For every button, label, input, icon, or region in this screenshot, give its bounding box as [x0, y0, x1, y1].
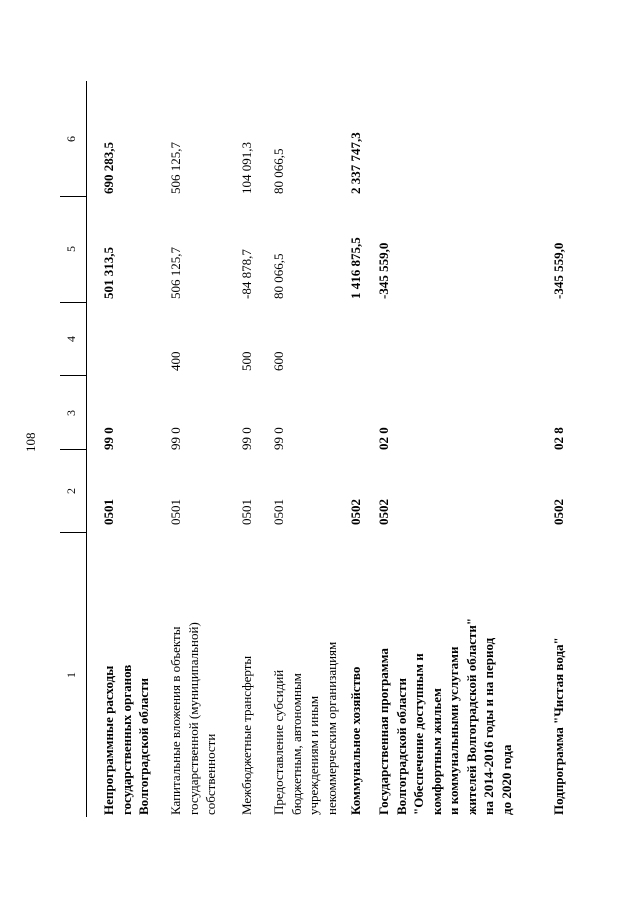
column-divider: [60, 196, 86, 197]
row-value-6: 80 066,5: [271, 148, 286, 194]
row-value-5: -345 559,0: [551, 242, 566, 299]
row-code-2: 0502: [376, 499, 391, 525]
row-code-2: 0502: [551, 499, 566, 525]
column-divider: [60, 375, 86, 376]
row-name: Коммунальное хозяйство: [348, 666, 363, 815]
row-value-5: 80 066,5: [271, 253, 286, 299]
column-header-5: 5: [64, 246, 78, 252]
row-code-3: 99 0: [239, 427, 254, 450]
row-code-4: 400: [168, 351, 183, 371]
row-code-2: 0501: [239, 499, 254, 525]
column-header-2: 2: [64, 488, 78, 494]
row-name: Подпрограмма "Чистая вода": [551, 637, 566, 815]
header-bottom-line: [86, 81, 87, 817]
column-divider: [60, 449, 86, 450]
row-code-2: 0501: [101, 499, 116, 525]
column-header-1: 1: [64, 672, 78, 678]
row-name: Межбюджетные трансферты: [239, 655, 254, 815]
row-code-3: 02 0: [376, 427, 391, 450]
column-header-3: 3: [64, 410, 78, 416]
row-code-2: 0502: [348, 499, 363, 525]
column-divider: [60, 532, 86, 533]
row-code-4: 500: [239, 351, 254, 371]
row-name: Предоставление субсидий бюджетным, автономным учреждениям и иным некоммерческим организациям: [271, 641, 339, 815]
row-code-3: 02 8: [551, 427, 566, 450]
row-value-5: 1 416 875,5: [348, 237, 363, 299]
row-name: Капитальные вложения в объекты государственной (муниципальной) собственности: [168, 622, 218, 815]
row-value-5: 506 125,7: [168, 247, 183, 299]
row-value-6: 506 125,7: [168, 142, 183, 194]
row-name: Непрограммные расходы государственных органов Волгоградской области: [101, 664, 151, 815]
row-value-6: 104 091,3: [239, 142, 254, 194]
row-code-2: 0501: [168, 499, 183, 525]
page-number: 108: [23, 432, 38, 452]
row-code-3: 99 0: [101, 427, 116, 450]
row-code-4: 600: [271, 351, 286, 371]
column-header-4: 4: [64, 336, 78, 342]
row-name: Государственная программа Волгоградской области "Обеспечение доступным и комфортным жильем и коммунальными услугами жителей Волгоградской области" на 2014-2016 годы и на период до 2020 года: [376, 617, 514, 815]
row-value-5: 501 313,5: [101, 247, 116, 299]
row-code-3: 99 0: [168, 427, 183, 450]
row-value-6: 2 337 747,3: [348, 132, 363, 194]
row-value-5: -345 559,0: [376, 242, 391, 299]
row-value-6: 690 283,5: [101, 142, 116, 194]
column-divider: [60, 302, 86, 303]
row-code-2: 0501: [271, 499, 286, 525]
column-header-6: 6: [64, 136, 78, 142]
row-value-5: -84 878,7: [239, 249, 254, 299]
row-code-3: 99 0: [271, 427, 286, 450]
